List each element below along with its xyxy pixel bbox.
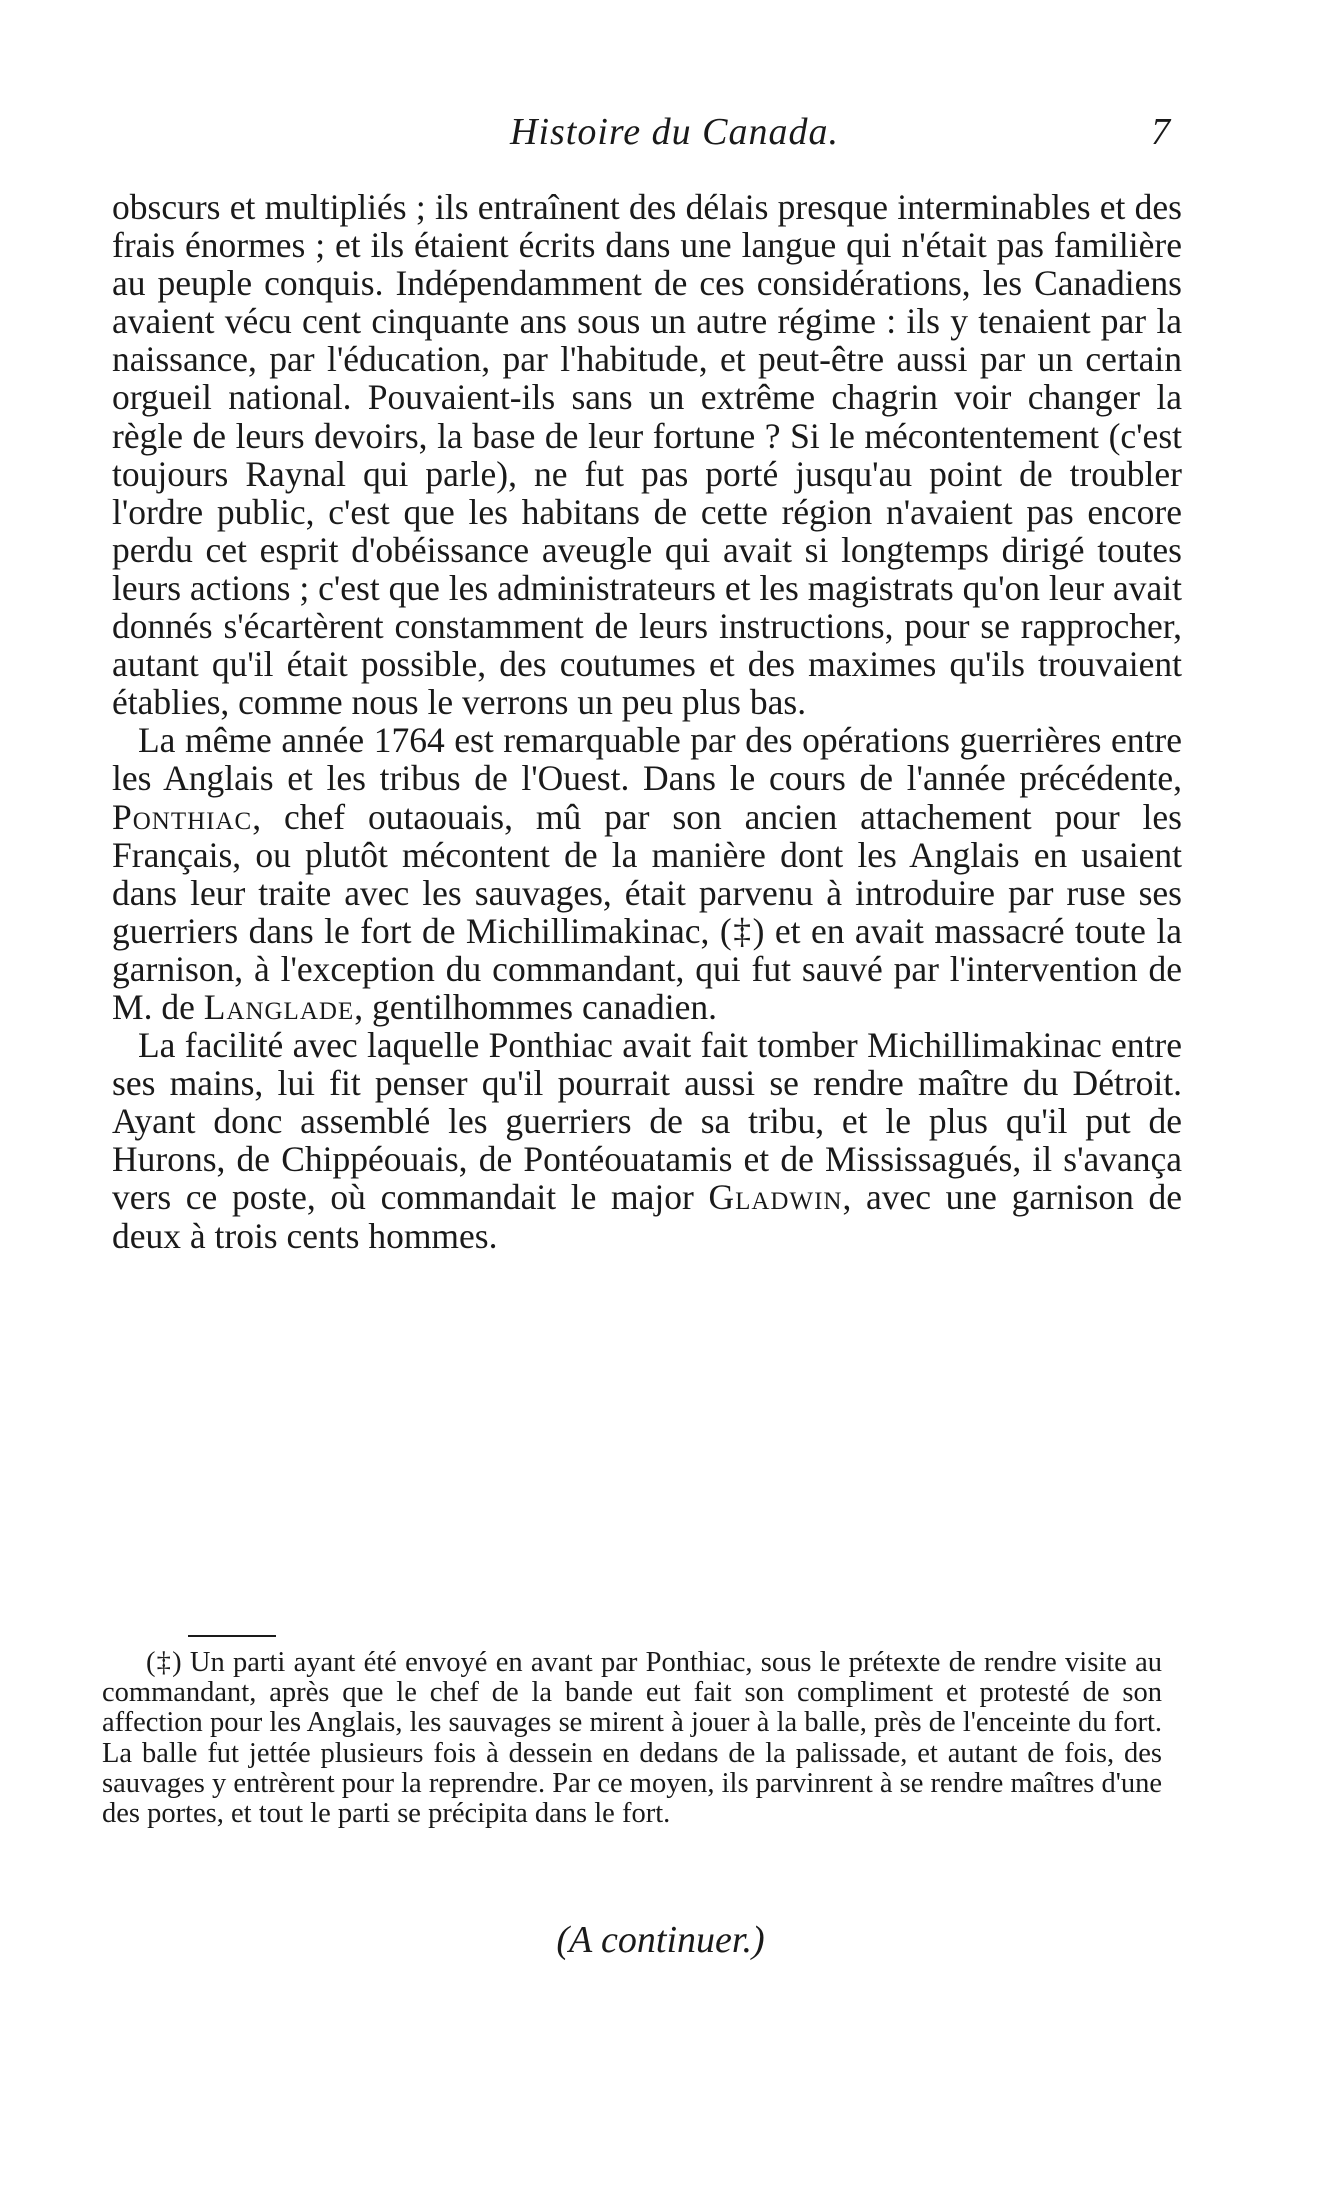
- page-header: [120, 110, 1180, 160]
- footnote-text: (‡) Un parti ayant été envoyé en avant par Ponthiac, sous le prétexte de rendre visite au commandant, après que le chef de la bande eut fait son compliment et protesté de son affection pour les Anglais, les sauvages se mirent à jouer à la balle, près de l'enceinte du fort. La balle fut jettée plusieurs fois à dessein en dedans de la palissade, et autant de fois, des sauvages y entrèrent pour la reprendre. Par ce moyen, ils parvinrent à se rendre maîtres d'une des portes, et tout le parti se précipita dans le fort.: [102, 1647, 1162, 1830]
- body-text: [112, 188, 1182, 1255]
- paragraph-text: , gentilhommes canadien.: [354, 986, 717, 1027]
- paragraph-text: obscurs et multipliés ; ils entraînent des délais presque interminables et des frais énormes ; et ils étaient écrits dans une langue qui n'était pas familière au peuple conquis. Indépendamment de ces considérations, les Canadiens avaient vécu cent cinquante ans sous un autre régime : ils y tenaient par la naissance, par l'éducation, par l'habitude, et peut-être aussi par un certain orgueil national. Pouvaient-ils sans un extrême chagrin voir changer la règle de leurs devoirs, la base de leur fortune ? Si le mécontentement (c'est toujours Raynal qui parle), ne fut pas porté jusqu'au point de troubler l'ordre public, c'est que les habitans de cette région n'avaient pas encore perdu cet esprit d'obéissance aveugle qui avait si longtemps dirigé toutes leurs actions ; c'est que les administrateurs et les magistrats qu'on leur avait donnés s'écartèrent constamment de leurs instructions, pour se rapprocher, autant qu'il était possible, des coutumes et des maximes qu'ils trouvaient établies, comme nous le verrons un peu plus bas.: [112, 187, 1182, 723]
- paragraph-3: [112, 1026, 1182, 1255]
- paragraph-text: La même année 1764 est remarquable par des opérations guerrières entre les Anglais et les tribus de l'Ouest. Dans le cours de l'année précédente,: [112, 720, 1182, 799]
- person-name: Langlade: [203, 986, 355, 1027]
- paragraph-text: , avec une garnison de deux à trois cents hommes.: [112, 1177, 1182, 1256]
- person-name: Gladwin: [708, 1177, 843, 1218]
- footnote-rule: [188, 1635, 276, 1637]
- footnote: [102, 1648, 1162, 1829]
- continuation-note: (A continuer.): [556, 1919, 765, 1961]
- page-number: 7: [1151, 111, 1170, 153]
- running-title: Histoire du Canada.: [510, 111, 839, 153]
- person-name: Ponthiac: [112, 796, 253, 837]
- paragraph-1: [112, 188, 1182, 721]
- paragraph-2: [112, 721, 1182, 1026]
- paragraph-text: La facilité avec laquelle Ponthiac avait fait tomber Michillimakinac entre ses mains, lui fit penser qu'il pourrait aussi se rendre maître du Détroit. Ayant donc assemblé les guerriers de sa tribu, et le plus qu'il put de Hurons, de Chippéouais, de Pontéouatamis et de Mississagués, il s'avança vers ce poste, où commandait le major: [112, 1025, 1182, 1218]
- paragraph-text: , chef outaouais, mû par son ancien attachement pour les Français, ou plutôt mécontent de la manière dont les Anglais en usaient dans leur traite avec les sauvages, était parvenu à introduire par ruse ses guerriers dans le fort de Michillimakinac, (‡) et en avait massacré toute la garnison, à l'exception du commandant, qui fut sauvé par l'intervention de M. de: [112, 796, 1182, 1027]
